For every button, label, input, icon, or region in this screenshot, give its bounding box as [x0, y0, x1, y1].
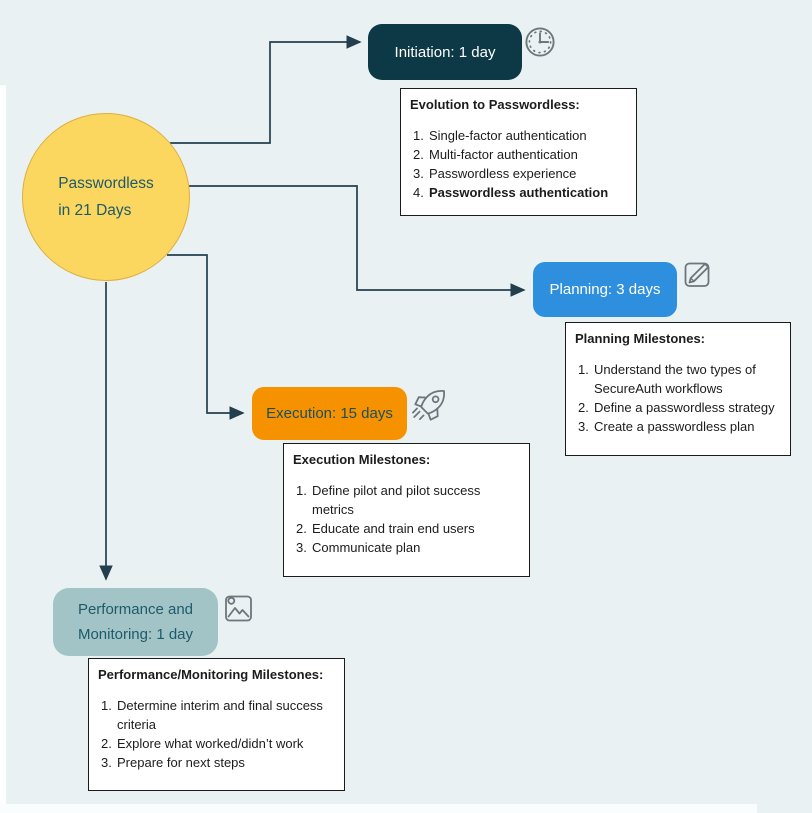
milestone-panel-performance: [88, 658, 345, 791]
milestone-line: Passwordless authentication: [429, 185, 609, 200]
phase-label-performance: [78, 597, 193, 647]
milestone-line: Prepare for next steps: [117, 755, 245, 770]
phase-label-planning: Planning: 3 days: [549, 281, 661, 298]
item-number: 2.: [578, 400, 589, 415]
center-label-line1: Passwordless: [58, 175, 154, 192]
milestone-item: [401, 164, 636, 183]
milestone-line: Communicate plan: [312, 540, 421, 555]
milestone-item: [89, 753, 344, 772]
milestone-panel-planning: [565, 322, 791, 456]
edit-pencil-icon: [682, 256, 715, 290]
milestone-item: [89, 696, 344, 734]
milestone-item: [89, 734, 344, 753]
milestone-item: [284, 538, 529, 557]
item-number: 1.: [578, 362, 589, 377]
item-number: 2.: [101, 736, 112, 751]
milestone-line: SecureAuth workflows: [594, 381, 723, 396]
item-number: 1.: [296, 483, 307, 498]
milestone-item: [401, 126, 636, 145]
phase-node-performance: [53, 588, 218, 656]
milestone-item: [566, 360, 790, 398]
milestone-line: criteria: [117, 717, 157, 732]
item-number: 3.: [413, 166, 424, 181]
panel-title: Execution Milestones:: [293, 452, 431, 467]
milestone-line: Define a passwordless strategy: [594, 400, 775, 415]
center-node-label: [58, 170, 154, 224]
item-number: 2.: [413, 147, 424, 162]
item-number: 4.: [413, 185, 424, 200]
phase-label-initiation: Initiation: 1 day: [394, 43, 496, 61]
milestone-panel-execution: [283, 443, 530, 577]
item-number: 1.: [413, 128, 424, 143]
milestone-item: [401, 183, 636, 202]
phase-label-performance-line2: Monitoring: 1 day: [77, 626, 194, 643]
milestone-line: Educate and train end users: [312, 521, 475, 536]
item-number: 3.: [296, 540, 307, 555]
rocket-icon: [407, 382, 453, 428]
milestone-line: Multi-factor authentication: [429, 147, 578, 162]
phase-node-planning: [533, 262, 677, 317]
milestone-item: [284, 519, 529, 538]
milestone-item: [284, 481, 529, 519]
milestone-line: Single-factor authentication: [429, 128, 587, 143]
milestone-item: [566, 417, 790, 436]
item-number: 3.: [578, 419, 589, 434]
image-icon: [222, 592, 255, 625]
milestone-item: [566, 398, 790, 417]
milestone-item: [401, 145, 636, 164]
milestone-line: Create a passwordless plan: [594, 419, 755, 434]
milestone-line: Determine interim and final success: [117, 698, 323, 713]
phase-node-initiation: [368, 24, 522, 80]
panel-title: Performance/Monitoring Milestones:: [98, 667, 324, 682]
panel-title: Evolution to Passwordless:: [410, 97, 580, 112]
milestone-line: metrics: [312, 502, 354, 517]
connector-initiation: [170, 42, 360, 143]
phase-node-execution: [252, 387, 407, 440]
page-edge-bottom: [0, 804, 757, 813]
phase-label-performance-line1: Performance and: [77, 601, 194, 618]
panel-title: Planning Milestones:: [575, 331, 706, 346]
center-label-line2: in 21 Days: [58, 202, 132, 219]
item-number: 2.: [296, 521, 307, 536]
page-edge-left: [0, 85, 6, 813]
clock-icon: [523, 25, 557, 59]
item-number: 3.: [101, 755, 112, 770]
milestone-line: Define pilot and pilot success: [312, 483, 481, 498]
milestone-line: Understand the two types of: [594, 362, 756, 377]
milestone-line: Explore what worked/didn’t work: [117, 736, 304, 751]
milestone-line: Passwordless experience: [429, 166, 577, 181]
item-number: 1.: [101, 698, 112, 713]
milestone-panel-initiation: [400, 88, 637, 216]
connector-execution: [167, 255, 243, 413]
phase-label-execution: Execution: 15 days: [266, 405, 393, 422]
center-node-passwordless: [22, 113, 190, 281]
